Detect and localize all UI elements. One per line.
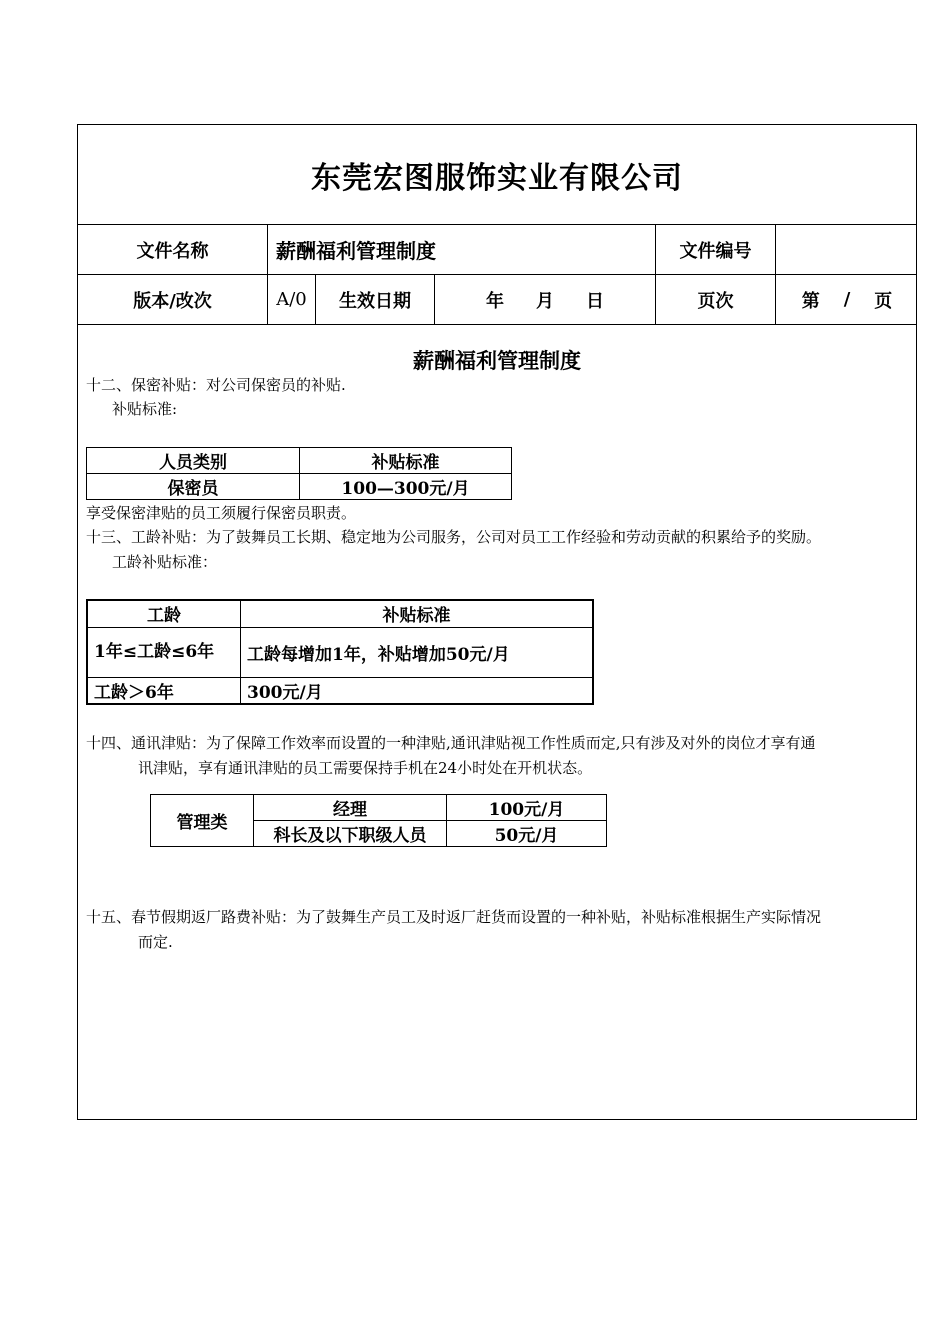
file-no-value	[776, 225, 918, 274]
section-13-standard: 工龄补贴标准：	[112, 553, 218, 571]
effective-date-label: 生效日期	[316, 275, 435, 324]
section-12-title: 十二、保密补贴：对公司保密员的补贴.	[86, 376, 346, 394]
company-name: 东莞宏图服饰实业有限公司	[78, 125, 916, 225]
table-cell: 1年≤工龄≤6年	[87, 627, 241, 677]
file-name-label: 文件名称	[78, 225, 268, 274]
version-label: 版本/改次	[78, 275, 268, 324]
table-header-row	[87, 448, 512, 474]
table-cell: 300元/月	[241, 677, 594, 704]
document-frame	[77, 124, 917, 1120]
header-row-1	[78, 225, 916, 275]
page-label: 页次	[656, 275, 776, 324]
page-di: 第	[801, 290, 820, 312]
page-value	[776, 275, 918, 324]
table-cell: 科长及以下职级人员	[254, 821, 447, 847]
section-12-note: 享受保密津贴的员工须履行保密员职责。	[86, 504, 357, 522]
table-header: 补贴标准	[300, 448, 512, 474]
table-header: 人员类别	[87, 448, 300, 474]
file-name-value: 薪酬福利管理制度	[268, 225, 656, 274]
section-15-line-1: 十五、春节假期返厂路费补贴：为了鼓舞生产员工及时返厂赶货而设置的一种补贴，补贴标准根据生产实际情况	[86, 908, 822, 926]
table-cell: 经理	[254, 795, 447, 821]
table-header: 工龄	[87, 600, 241, 627]
table-cell: 保密员	[87, 474, 300, 500]
table-header-row	[87, 600, 593, 627]
effective-date-value	[435, 275, 656, 324]
section-13-title: 十三、工龄补贴：为了鼓舞员工长期、稳定地为公司服务，公司对员工工作经验和劳动贡献的积累给予的奖励。	[86, 528, 822, 546]
document-title: 薪酬福利管理制度	[413, 348, 581, 373]
table-row	[87, 627, 593, 677]
section-14-line-1: 十四、通讯津贴：为了保障工作效率而设置的一种津贴,通讯津贴视工作性质而定,只有涉及对外的岗位才享有通	[86, 734, 816, 752]
month-label: 月	[536, 290, 554, 312]
seniority-allowance-table	[86, 599, 594, 705]
table-cell: 50元/月	[447, 821, 607, 847]
table-row	[87, 677, 593, 704]
section-15-line-2: 而定.	[138, 933, 173, 951]
year-label: 年	[486, 290, 504, 312]
table-cell: 工龄每增加1年，补贴增加50元/月	[241, 627, 594, 677]
version-value: A/0	[268, 275, 316, 324]
table-row	[87, 474, 512, 500]
table-header: 补贴标准	[241, 600, 594, 627]
section-12-standard: 补贴标准:	[112, 400, 178, 418]
header-row-2	[78, 275, 916, 325]
confidential-allowance-table	[86, 447, 512, 500]
communication-allowance-table	[150, 794, 607, 847]
day-label: 日	[586, 290, 604, 312]
table-cell: 100元/月	[447, 795, 607, 821]
file-no-label: 文件编号	[656, 225, 776, 274]
page-ye: 页	[874, 290, 893, 312]
page-sep: /	[843, 289, 851, 310]
section-14-line-2: 讯津贴，享有通讯津贴的员工需要保持手机在24小时处在开机状态。	[138, 759, 593, 777]
table-cell: 管理类	[151, 795, 254, 847]
table-cell: 100—300元/月	[300, 474, 512, 500]
table-row	[151, 795, 607, 821]
table-cell: 工龄＞6年	[87, 677, 241, 704]
